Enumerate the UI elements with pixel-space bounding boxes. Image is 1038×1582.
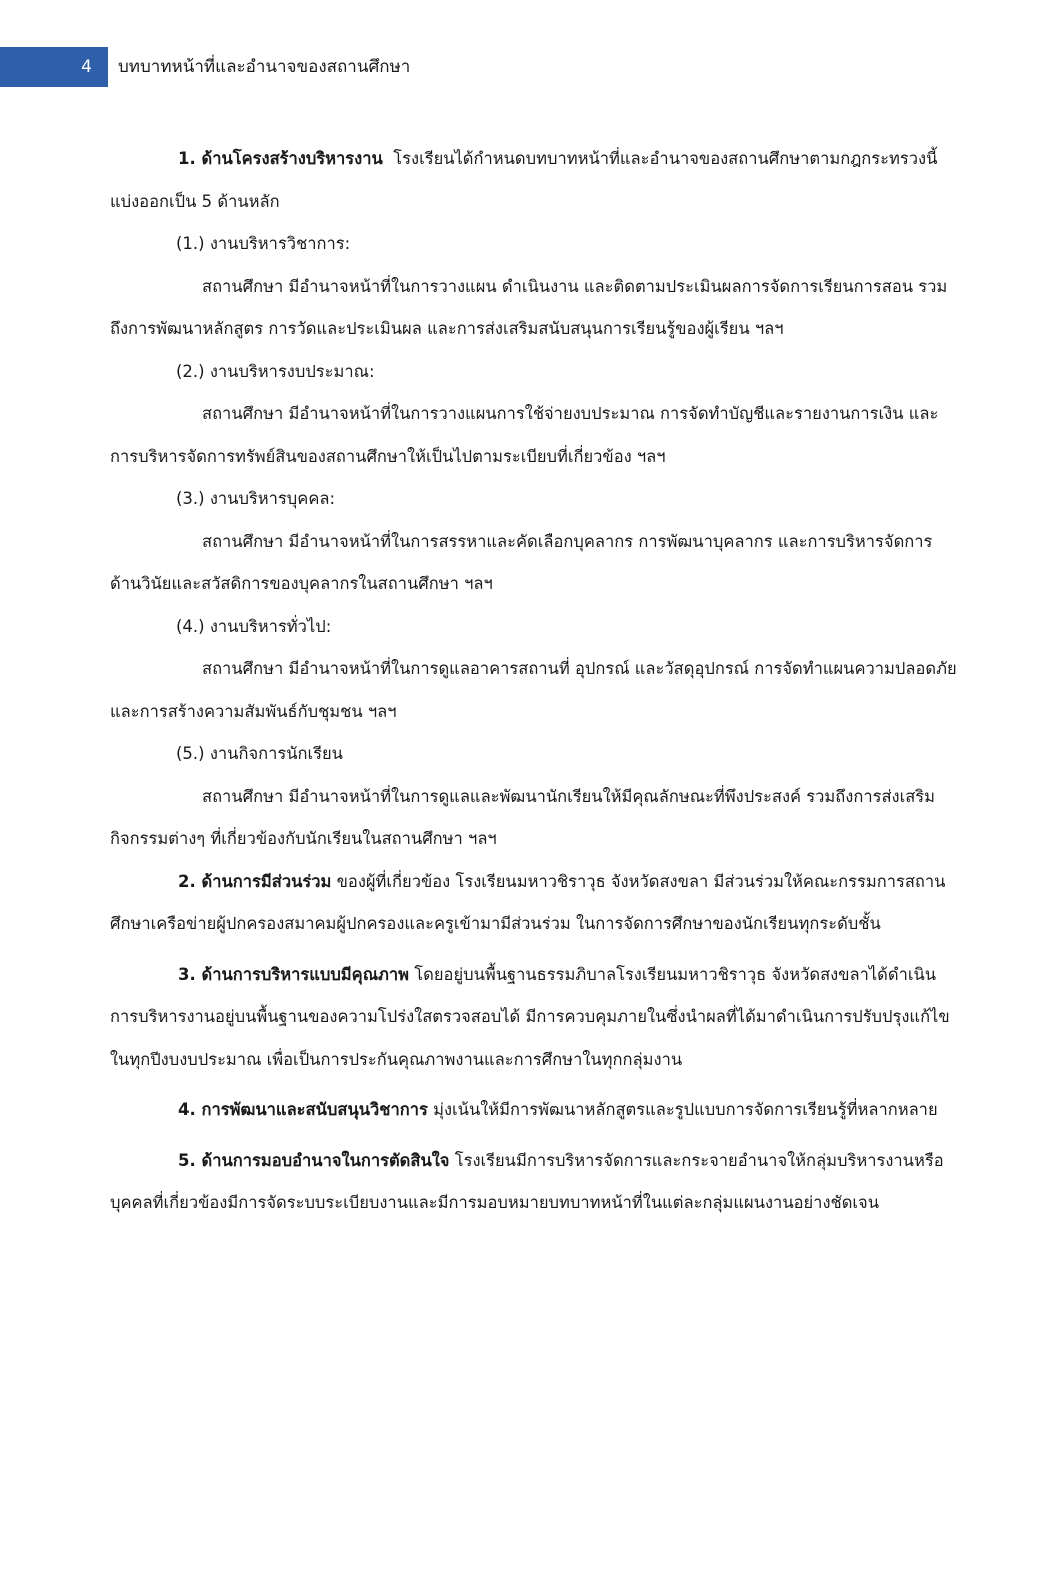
item-2-body: สถานศึกษา มีอำนาจหน้าที่ในการวางแผนการใช้จ่ายงบประมาณ การจัดทำบัญชีและรายงานการเงิน และการบริหารจัดการทรัพย์สินของสถานศึกษาให้เป็นไปตามระเบียบที่เกี่ยวข้อง ฯลฯ: [110, 404, 939, 466]
page-number: 4: [0, 47, 108, 87]
section-1-intro: [110, 138, 960, 223]
item-2-heading: (2.) งานบริหารงบประมาณ:: [176, 361, 375, 381]
section-5-heading: 5. ด้านการมอบอำนาจในการตัดสินใจ: [178, 1150, 450, 1170]
section-4: [110, 1089, 960, 1132]
item-5-heading: (5.) งานกิจการนักเรียน: [176, 744, 343, 763]
page-header: [0, 47, 1038, 87]
section-5: [110, 1140, 960, 1225]
item-3-heading: (3.) งานบริหารบุคคล:: [176, 489, 336, 508]
item-3-body: สถานศึกษา มีอำนาจหน้าที่ในการสรรหาและคัดเลือกบุคลากร การพัฒนาบุคลากร และการบริหารจัดการด้านวินัยและสวัสดิการของบุคลากรในสถานศึกษา ฯลฯ: [110, 531, 933, 593]
section-3: [110, 954, 960, 1082]
section-4-heading: 4. การพัฒนาและสนับสนุนวิชาการ: [178, 1100, 428, 1119]
section-3-heading: 3. ด้านการบริหารแบบมีคุณภาพ: [178, 964, 410, 984]
section-2-text: ของผู้ที่เกี่ยวข้อง โรงเรียนมหาวชิราวุธ จังหวัดสงขลา มีส่วนร่วมให้คณะกรรมการสถานศึกษาเครือข่ายผู้ปกครองสมาคมผู้ปกครองและครูเข้ามามีส่วนร่วม ในการจัดการศึกษาของนักเรียนทุกระดับชั้น: [110, 871, 946, 933]
item-5-body: สถานศึกษา มีอำนาจหน้าที่ในการดูแลและพัฒนานักเรียนให้มีคุณลักษณะที่พึงประสงค์ รวมถึงการส่งเสริมกิจกรรมต่างๆ ที่เกี่ยวข้องกับนักเรียนในสถานศึกษา ฯลฯ: [110, 786, 936, 848]
header-title: บทบาทหน้าที่และอำนาจของสถานศึกษา: [118, 57, 411, 77]
section-4-text: มุ่งเน้นให้มีการพัฒนาหลักสูตรและรูปแบบการจัดการเรียนรู้ที่หลากหลาย: [433, 1100, 938, 1119]
item-1-body: สถานศึกษา มีอำนาจหน้าที่ในการวางแผน ดำเนินงาน และติดตามประเมินผลการจัดการเรียนการสอน รวมถึงการพัฒนาหลักสูตร การวัดและประเมินผล และการส่งเสริมสนับสนุนการเรียนรู้ของผู้เรียน ฯลฯ: [110, 276, 948, 338]
item-4-heading: (4.) งานบริหารทั่วไป:: [176, 616, 332, 636]
section-5-text: โรงเรียนมีการบริหารจัดการและกระจายอำนาจให้กลุ่มบริหารงานหรือบุคคลที่เกี่ยวข้องมีการจัดระบบระเบียบงานและมีการมอบหมายบทบาทหน้าที่ในแต่ละกลุ่มแผนงานอย่างชัดเจน: [110, 1150, 944, 1212]
document-body: [110, 138, 960, 1225]
item-1-heading: (1.) งานบริหารวิชาการ:: [176, 234, 351, 253]
section-3-text: โดยอยู่บนพื้นฐานธรรมภิบาลโรงเรียนมหาวชิราวุธ จังหวัดสงขลาได้ดำเนินการบริหารงานอยู่บนพื้นฐานของความโปร่งใสตรวจสอบได้ มีการควบคุมภายในซึ่งนำผลที่ได้มาดำเนินการปรับปรุงแก้ไขในทุกปีงบงบประมาณ เพื่อเป็นการประกันคุณภาพงานและการศึกษาในทุกกลุ่มงาน: [110, 964, 950, 1069]
section-1-heading: 1. ด้านโครงสร้างบริหารงาน: [178, 149, 383, 168]
section-2-heading: 2. ด้านการมีส่วนร่วม: [178, 871, 332, 891]
section-2: [110, 861, 960, 946]
item-4-body: สถานศึกษา มีอำนาจหน้าที่ในการดูแลอาคารสถานที่ อุปกรณ์ และวัสดุอุปกรณ์ การจัดทำแผนความปลอดภัย และการสร้างความสัมพันธ์กับชุมชน ฯลฯ: [110, 659, 957, 721]
section-1-text: โรงเรียนได้กำหนดบทบาทหน้าที่และอำนาจของสถานศึกษาตามกฎกระทรวงนี้ แบ่งออกเป็น 5 ด้านหลัก: [110, 149, 938, 211]
